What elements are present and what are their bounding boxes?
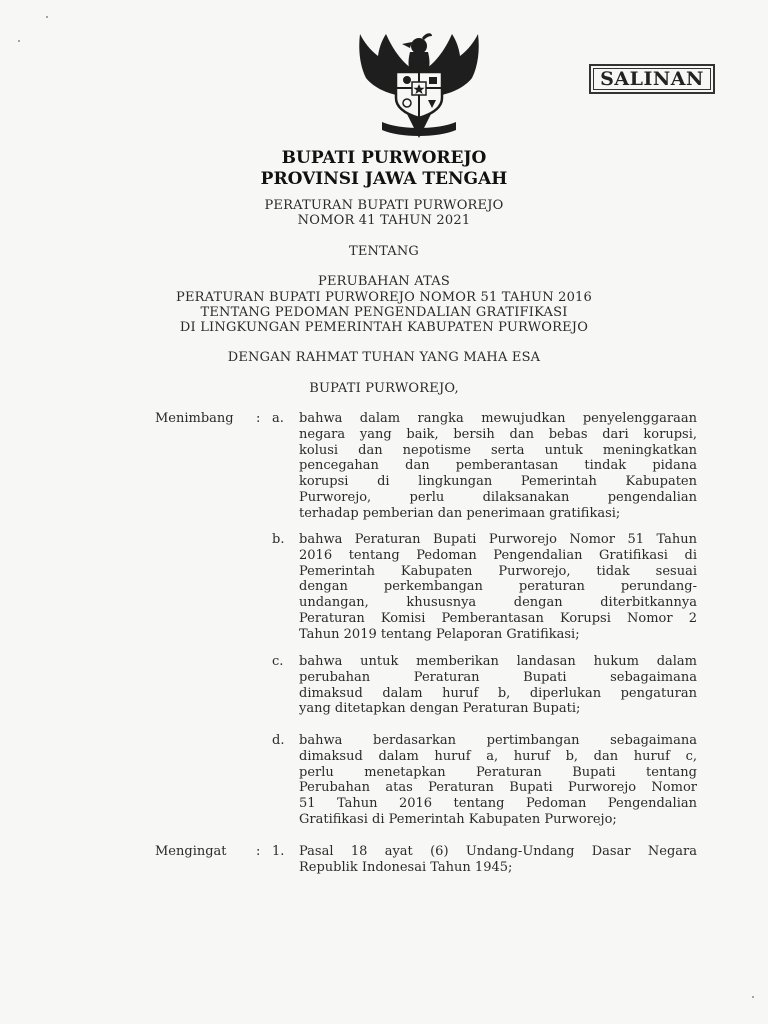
mengingat-colon: : <box>256 844 261 859</box>
subject-line-4: DI LINGKUNGAN PEMERINTAH KABUPATEN PURWOREJO <box>179 320 589 335</box>
text-line: pencegahan dan pemberantasan tindak pidana <box>299 458 697 474</box>
text-line: Republik Indonesai Tahun 1945; <box>299 859 513 875</box>
text-line: Peraturan Komisi Pemberantasan Korupsi Nomor 2 <box>299 610 697 626</box>
regulation-line-2: NOMOR 41 TAHUN 2021 <box>297 213 471 228</box>
mengingat-label: Mengingat <box>155 844 227 859</box>
item-marker-b: b. <box>272 532 285 547</box>
authority-line: BUPATI PURWOREJO, <box>309 381 459 396</box>
consideration-c <box>299 654 697 717</box>
scan-speck <box>752 996 754 998</box>
text-line: Pasal 18 ayat (6) Undang-Undang Dasar Negara <box>299 844 697 859</box>
text-line: Tahun 2019 tentang Pelaporan Gratifikasi; <box>299 626 580 642</box>
legal-basis-1 <box>299 844 697 876</box>
subject-line-2: PERATURAN BUPATI PURWOREJO NOMOR 51 TAHUN 2016 <box>176 290 592 305</box>
regulation-line-1: PERATURAN BUPATI PURWOREJO <box>264 198 504 213</box>
tentang-label: TENTANG <box>348 244 420 259</box>
text-line: Pemerintah Kabupaten Purworejo, tidak sesuai <box>299 563 697 579</box>
menimbang-label: Menimbang <box>155 411 234 426</box>
text-line: Perubahan atas Peraturan Bupati Purworejo Nomor <box>299 780 697 796</box>
consideration-b <box>299 532 697 643</box>
text-line: dimaksud dalam huruf b, diperlukan pengaturan <box>299 685 697 701</box>
text-line: Purworejo, perlu dilaksanakan pengendalian <box>299 489 697 505</box>
blessing-line: DENGAN RAHMAT TUHAN YANG MAHA ESA <box>227 350 541 365</box>
text-line: yang ditetapkan dengan Peraturan Bupati; <box>299 701 581 717</box>
text-line: bahwa untuk memberikan landasan hukum dalam <box>299 654 697 669</box>
consideration-a <box>299 411 697 522</box>
subject-line-3: TENTANG PEDOMAN PENGENDALIAN GRATIFIKASI <box>200 305 568 320</box>
scan-speck <box>18 40 20 42</box>
text-line: bahwa Peraturan Bupati Purworejo Nomor 51 Tahun <box>299 532 697 547</box>
document-title-2: PROVINSI JAWA TENGAH <box>260 169 508 189</box>
salinan-stamp <box>589 64 715 94</box>
item-marker-a: a. <box>272 411 284 426</box>
text-line: negara yang baik, bersih dan bebas dari korupsi, <box>299 426 697 442</box>
consideration-d <box>299 733 697 828</box>
menimbang-colon: : <box>256 411 261 426</box>
text-line: perubahan Peraturan Bupati sebagaimana <box>299 669 697 685</box>
text-line: 51 Tahun 2016 tentang Pedoman Pengendalian <box>299 796 697 812</box>
scan-speck <box>46 16 48 18</box>
text-line: dimaksud dalam huruf a, huruf b, dan huruf c, <box>299 748 697 764</box>
text-line: dengan perkembangan peraturan perundang- <box>299 579 697 595</box>
garuda-pancasila-emblem-icon <box>352 26 486 144</box>
text-line: Gratifikasi di Pemerintah Kabupaten Purworejo; <box>299 811 617 827</box>
text-line: kolusi dan nepotisme serta untuk meningkatkan <box>299 442 697 458</box>
text-line: bahwa dalam rangka mewujudkan penyelenggaraan <box>299 411 697 426</box>
text-line: terhadap pemberian dan penerimaan gratifikasi; <box>299 505 621 521</box>
text-line: 2016 tentang Pedoman Pengendalian Gratifikasi di <box>299 547 697 563</box>
item-marker-c: c. <box>272 654 284 669</box>
stamp-text: SALINAN <box>600 68 704 90</box>
text-line: bahwa berdasarkan pertimbangan sebagaimana <box>299 733 697 748</box>
text-line: korupsi di lingkungan Pemerintah Kabupaten <box>299 474 697 490</box>
text-line: perlu menetapkan Peraturan Bupati tentang <box>299 764 697 780</box>
subject-line-1: PERUBAHAN ATAS <box>318 274 450 289</box>
text-line: undangan, khususnya dengan diterbitkannya <box>299 595 697 611</box>
item-marker-d: d. <box>272 733 285 748</box>
item-marker-1: 1. <box>272 844 285 859</box>
document-title-1: BUPATI PURWOREJO <box>281 148 487 168</box>
